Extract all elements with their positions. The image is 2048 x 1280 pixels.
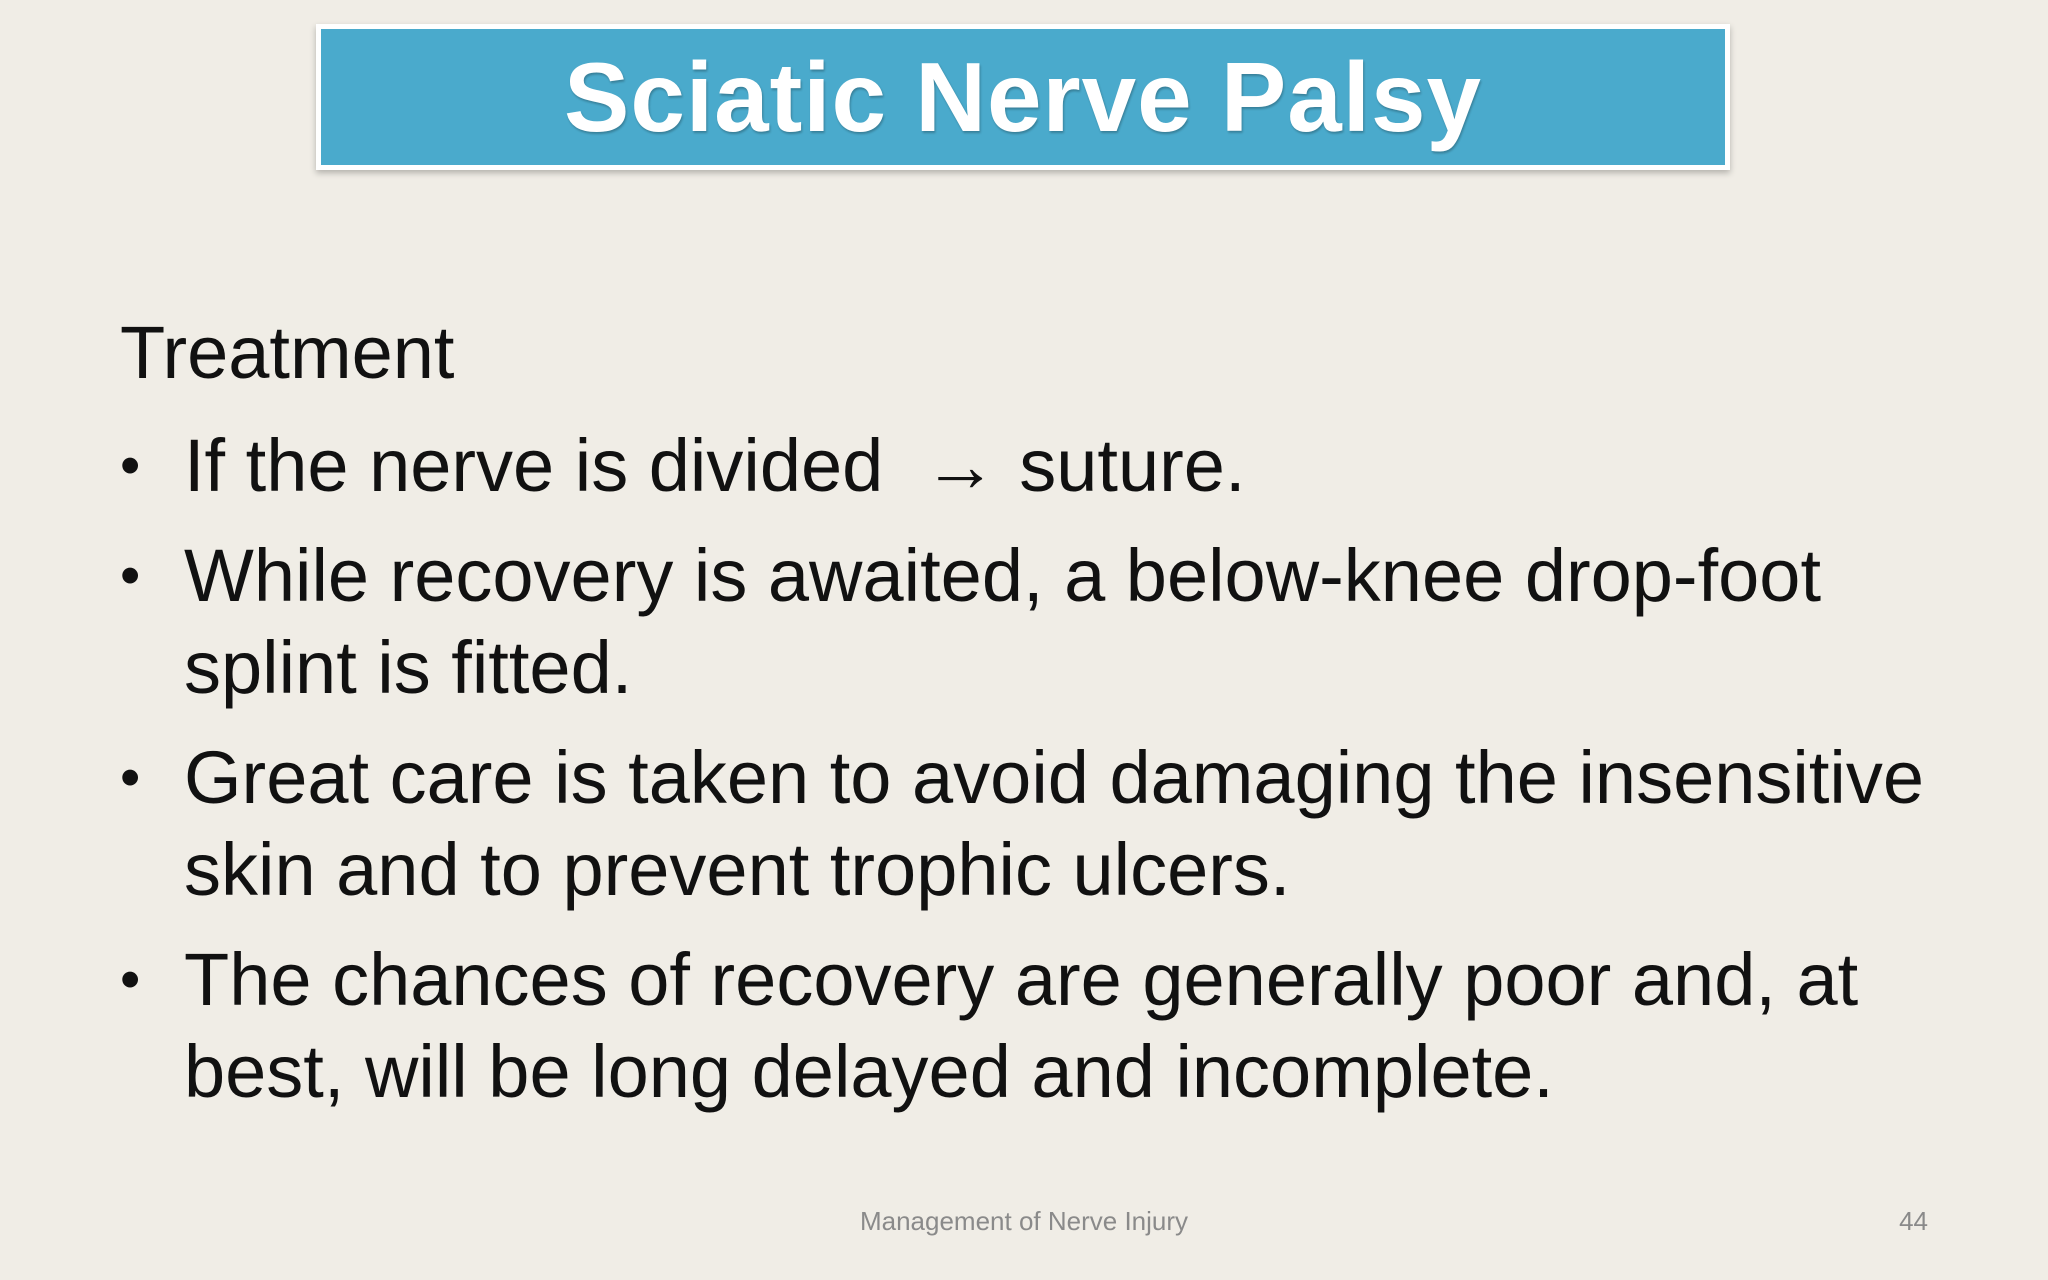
bullet-item: [120, 530, 1960, 714]
bullet-list: [120, 420, 1960, 1136]
arrow-right-icon: →: [923, 424, 998, 507]
bullet-point-icon: •: [120, 433, 141, 498]
page-number: 44: [1899, 1206, 1928, 1236]
bullet-text-after-arrow: suture.: [1019, 424, 1246, 507]
bullet-point-icon: •: [120, 947, 141, 1012]
bullet-point-icon: •: [120, 745, 141, 810]
bullet-item: [120, 732, 1960, 916]
footer-title: Management of Nerve Injury: [859, 1206, 1189, 1236]
title-banner: [316, 24, 1730, 170]
bullet-text-before-arrow: If the nerve is divided: [184, 424, 884, 507]
bullet-point-icon: •: [120, 543, 141, 608]
bullet-text: The chances of recovery are generally poor and, at best, will be long delayed and incomplete.: [184, 938, 1859, 1113]
bullet-item: [120, 420, 1960, 512]
slide-title: Sciatic Nerve Palsy: [564, 42, 1482, 152]
bullet-text: While recovery is awaited, a below-knee drop-foot splint is fitted.: [184, 534, 1821, 709]
bullet-item: [120, 934, 1960, 1118]
section-heading: Treatment: [120, 311, 455, 394]
bullet-text: Great care is taken to avoid damaging the insensitive skin and to prevent trophic ulcers.: [184, 736, 1924, 911]
